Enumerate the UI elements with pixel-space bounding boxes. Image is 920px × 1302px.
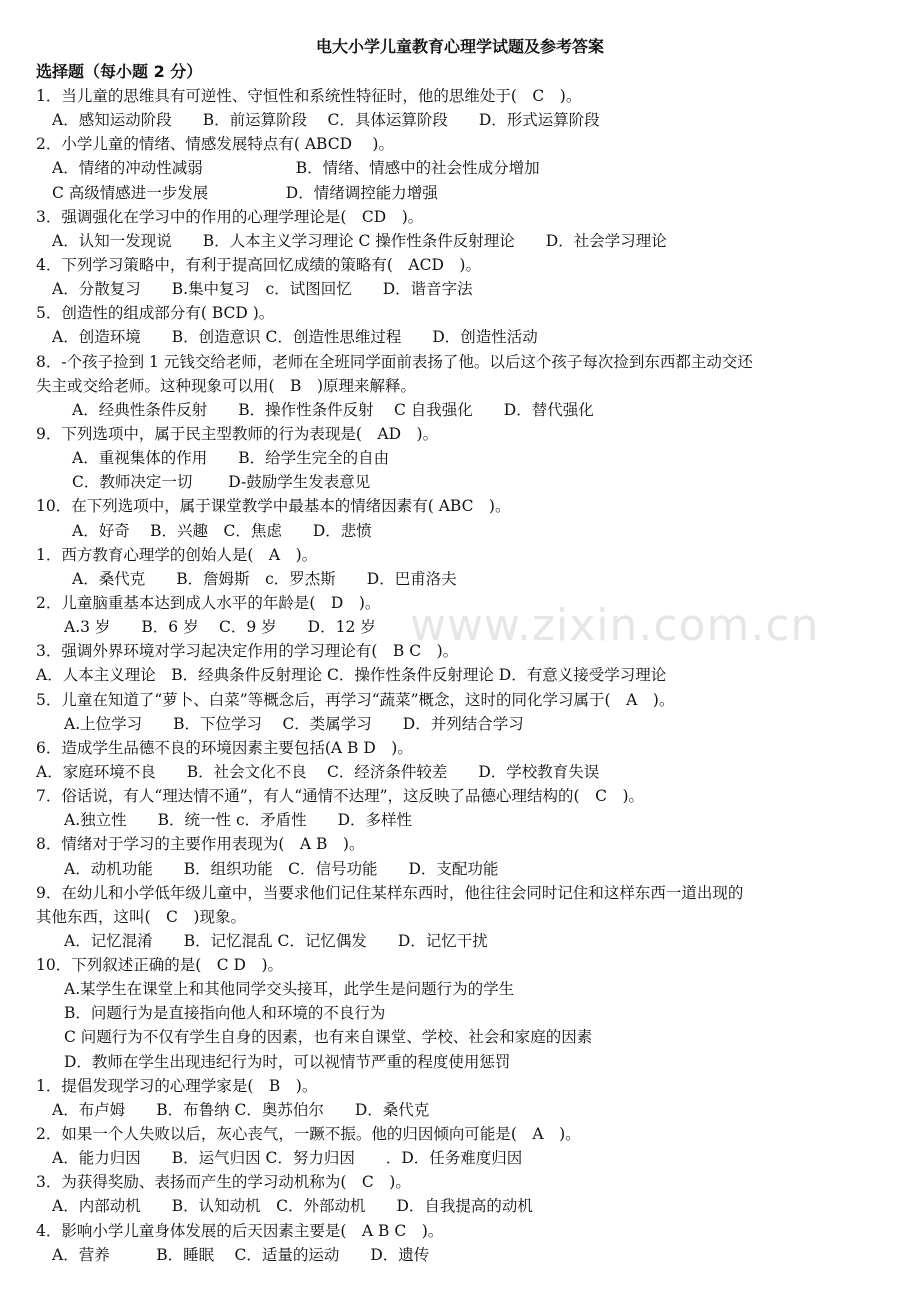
question-line: A．经典性条件反射 B．操作性条件反射 C 自我强化 D．替代强化 — [72, 400, 594, 419]
question-line: 4．影响小学儿童身体发展的后天因素主要是( A B C )。 — [36, 1221, 444, 1240]
question-line: A.某学生在课堂上和其他同学交头接耳，此学生是问题行为的学生 — [64, 980, 515, 999]
question-line: A．好奇 B．兴趣 C．焦虑 D．悲愤 — [72, 521, 372, 540]
question-line: 7．俗话说，有人“理达情不通”，有人“通情不达理”，这反映了品德心理结构的( C )。 — [36, 787, 645, 806]
question-line: A.3 岁 B．6 岁 C．9 岁 D．12 岁 — [64, 618, 376, 637]
question-line: 1．当儿童的思维具有可逆性、守恒性和系统性特征时，他的思维处于( C )。 — [36, 87, 582, 105]
question-line: 失主或交给老师。这种现象可以用( B )原理来解释。 — [36, 376, 416, 395]
question-line: 4．下列学习策略中，有利于提高回忆成绩的策略有( ACD )。 — [36, 255, 481, 274]
question-line: 6．造成学生品德不良的环境因素主要包括(A B D )。 — [36, 738, 413, 757]
question-line: A．营养 B．睡眠 C．适量的运动 D．遗传 — [52, 1245, 430, 1264]
question-line: 9．在幼儿和小学低年级儿童中，当要求他们记住某样东西时，他往往会同时记住和这样东西一道出现的 — [36, 883, 744, 902]
question-line: C．教师决定一切 D-鼓励学生发表意见 — [72, 473, 371, 492]
question-line: 1．西方教育心理学的创始人是( A )。 — [36, 545, 318, 564]
question-line: B．问题行为是直接指向他人和环境的不良行为 — [64, 1004, 386, 1023]
question-line: A．人本主义理论 B．经典条件反射理论 C．操作性条件反射理论 D．有意义接受学习理论 — [36, 666, 667, 685]
question-line: 9．下列选项中，属于民主型教师的行为表现是( AD )。 — [36, 424, 439, 443]
question-line: 5．儿童在知道了“萝卜、白菜”等概念后，再学习“蔬菜”概念，这时的同化学习属于( A )。 — [36, 690, 675, 709]
question-line: 3．强调强化在学习中的作用的心理学理论是( CD )。 — [36, 207, 424, 226]
question-line: A．能力归因 B．运气归因 C．努力归因 ．D．任务难度归因 — [52, 1149, 523, 1168]
question-line: A.上位学习 B．下位学习 C．类属学习 D．并列结合学习 — [64, 714, 524, 733]
question-line: A．认知一发现说 B．人本主义学习理论 C 操作性条件反射理论 D．社会学习理论 — [52, 231, 667, 250]
question-line: 8．情绪对于学习的主要作用表现为( A B )。 — [36, 835, 365, 854]
question-line: 其他东西，这叫( C )现象。 — [36, 907, 246, 926]
watermark: www.zixin.com.cn — [410, 600, 820, 651]
question-line: A．重视集体的作用 B．给学生完全的自由 — [72, 449, 390, 468]
question-line: A．情绪的冲动性减弱 B．情绪、情感中的社会性成分增加 — [52, 159, 540, 178]
question-line: 10．在下列选项中，属于课堂教学中最基本的情绪因素有( ABC )。 — [36, 497, 511, 516]
question-line: 3．强调外界环境对学习起决定作用的学习理论有( B C )。 — [36, 642, 459, 661]
question-line: 2．儿童脑重基本达到成人水平的年龄是( D )。 — [36, 593, 381, 612]
question-line: 5．创造性的组成部分有( BCD )。 — [36, 304, 275, 323]
question-line: 10．下列叙述正确的是( C D )。 — [36, 956, 284, 975]
question-line: A.独立性 B．统一性 c．矛盾性 D．多样性 — [64, 811, 413, 830]
question-line: 1．提倡发现学习的心理学家是( B )。 — [36, 1076, 318, 1095]
question-line: C 问题行为不仅有学生自身的因素，也有来自课堂、学校、社会和家庭的因素 — [64, 1028, 593, 1047]
section-heading: 选择题（每小题 2 分） — [36, 62, 203, 81]
question-line: A．内部动机 B．认知动机 C．外部动机 D．自我提高的动机 — [52, 1197, 533, 1216]
question-line: A．感知运动阶段 B．前运算阶段 C．具体运算阶段 D．形式运算阶段 — [52, 111, 600, 130]
question-list — [0, 84, 920, 1267]
question-line: 3．为获得奖励、表扬而产生的学习动机称为( C )。 — [36, 1173, 411, 1192]
question-line: A．家庭环境不良 B．社会文化不良 C．经济条件较差 D．学校教育失误 — [36, 762, 600, 781]
question-line: A．桑代克 B．詹姆斯 c．罗杰斯 D．巴甫洛夫 — [72, 569, 457, 588]
question-line: A．分散复习 B.集中复习 c．试图回忆 D．谐音字法 — [52, 280, 473, 299]
question-line: A．创造环境 B．创造意识 C．创造性思维过程 D．创造性活动 — [52, 328, 538, 347]
question-line: C 高级情感进一步发展 D．情绪调控能力增强 — [52, 183, 438, 202]
question-line: D．教师在学生出现违纪行为时，可以视情节严重的程度使用惩罚 — [64, 1052, 511, 1071]
question-line: A．记忆混淆 B．记忆混乱 C．记忆偶发 D．记忆干扰 — [64, 931, 488, 950]
question-line: 2．小学儿童的情绪、情感发展特点有( ABCD )。 — [36, 135, 394, 154]
page-title: 电大小学儿童教育心理学试题及参考答案 — [315, 37, 604, 56]
question-line: A．动机功能 B．组织功能 C．信号功能 D．支配功能 — [64, 859, 499, 878]
question-line: A．布卢姆 B．布鲁纳 C．奥苏伯尔 D．桑代克 — [52, 1100, 430, 1119]
question-line: 8．-个孩子捡到 1 元钱交给老师，老师在全班同学面前表扬了他。以后这个孩子每次捡到东西都主动交还 — [36, 352, 753, 371]
question-line: 2．如果一个人失败以后，灰心丧气，一蹶不振。他的归因倾向可能是( A )。 — [36, 1125, 581, 1144]
